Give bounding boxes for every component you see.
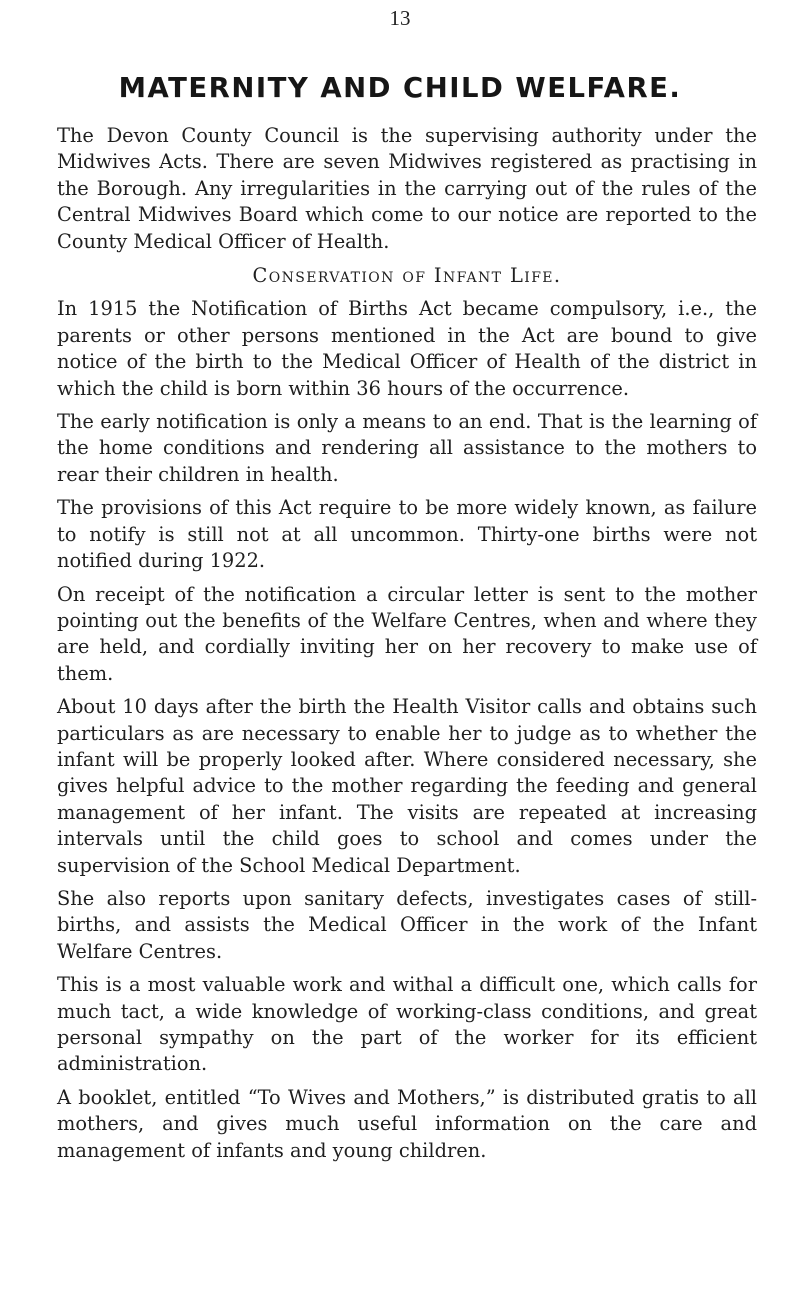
section-heading-conservation-of-infant-life: Conservation of Infant Life. — [252, 264, 562, 288]
page-number: 13 — [389, 6, 411, 30]
paragraph-notification-of-births-act: In 1915 the Notification of Births Act became compulsory, i.e., the parents or other persons mentioned in the Act are bound to give notice of the birth to the Medical Officer of Health of the district in which the child is born within 36 hours of the occurrence. — [57, 297, 757, 400]
paragraph-provisions-of-act: The provisions of this Act require to be more widely known, as failure to notify is still not at all uncommon. Thirty-one births were not notified during 1922. — [57, 496, 757, 573]
paragraph-booklet: A booklet, entitled “To Wives and Mothers,” is distributed gratis to all mothers, and gives much useful information on the care and management of infants and young children. — [57, 1085, 757, 1162]
paragraph-health-visitor: About 10 days after the birth the Health Visitor calls and obtains such particulars as are necessary to enable her to judge as to whether the infant will be properly looked after. Where considered necessary, she gives helpful advice to the mother regarding the feeding and general management of her infant. The visits are repeated at increasing intervals until the child goes to school and comes under the supervision of the School Medical Department. — [57, 695, 757, 877]
paragraph-midwives-acts: The Devon County Council is the supervising authority under the Midwives Acts. There are seven Midwives registered as practising in the Borough. Any irregularities in the carrying out of the rules of the Central Midwives Board which come to our notice are reported to the County Medical Officer of Health. — [57, 124, 757, 253]
page-title: MATERNITY AND CHILD WELFARE. — [118, 72, 682, 104]
paragraph-early-notification: The early notification is only a means to an end. That is the learning of the home conditions and rendering all assistance to the mothers to rear their children in health. — [57, 410, 757, 486]
paragraph-valuable-work: This is a most valuable work and withal a difficult one, which calls for much tact, a wide knowledge of working-class conditions, and great personal sympathy on the part of the worker for its efficient administration. — [57, 973, 757, 1076]
body-text — [57, 123, 757, 1164]
paragraph-circular-letter: On receipt of the notification a circular letter is sent to the mother pointing out the benefits of the Welfare Centres, when and where they are held, and cordially inviting her on her recovery to make use of them. — [57, 582, 757, 685]
paragraph-sanitary-defects: She also reports upon sanitary defects, investigates cases of still-births, and assists the Medical Officer in the work of the Infant Welfare Centres. — [57, 886, 757, 963]
